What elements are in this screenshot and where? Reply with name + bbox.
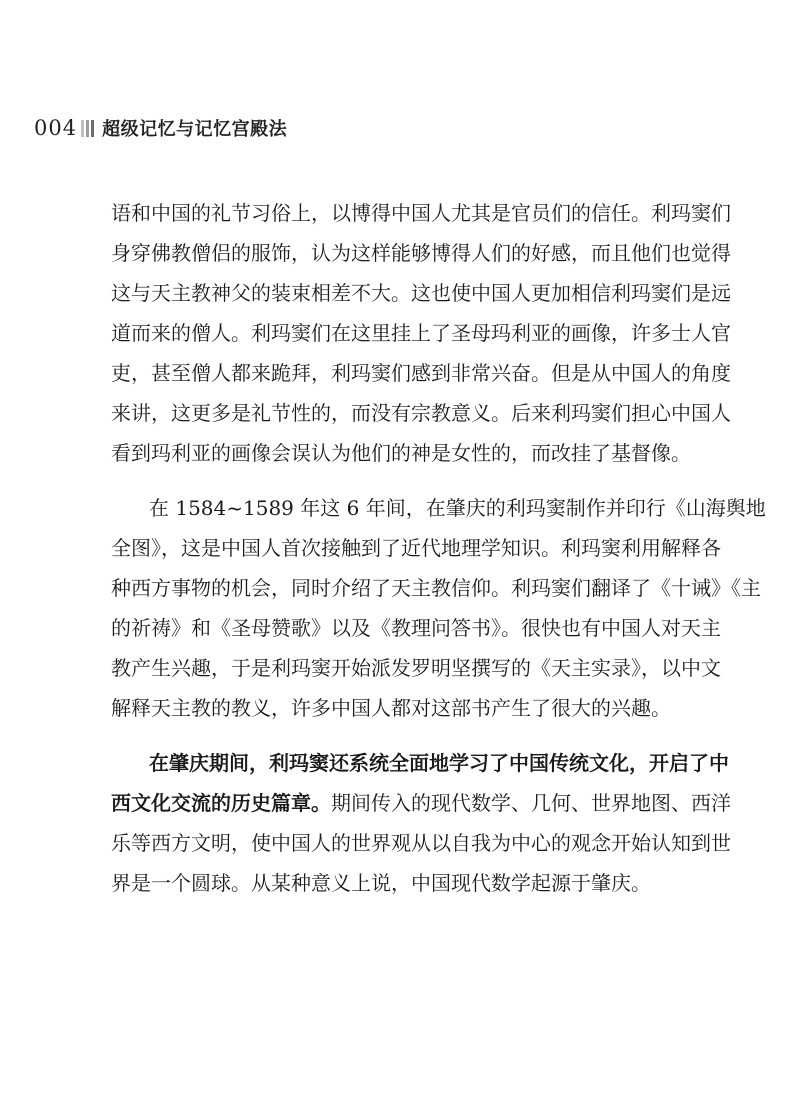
text-line: 来讲，这更多是礼节性的，而没有宗教意义。后来利玛窦们担心中国人 (111, 401, 731, 425)
text-line: 界是一个圆球。从某种意义上说，中国现代数学起源于肇庆。 (111, 871, 651, 895)
text-line: 全图》，这是中国人首次接触到了近代地理学知识。利玛窦利用解释各 (111, 536, 721, 560)
text-line: 这与天主教神父的装束相差不大。这也使中国人更加相信利玛窦们是远 (111, 281, 731, 305)
book-title: 超级记忆与记忆宫殿法 (102, 119, 288, 140)
text-line: 解释天主教的教义，许多中国人都对这部书产生了很大的兴趣。 (111, 696, 671, 720)
text-line: 道而来的僧人。利玛窦们在这里挂上了圣母玛利亚的画像，许多士人官 (111, 321, 731, 345)
paragraph-3 (111, 743, 731, 903)
body-text (111, 193, 766, 903)
text-line (111, 783, 731, 823)
bold-text-span: 西文化交流的历史篇章。 (111, 791, 331, 815)
text-line: 在 1584~1589 年这 6 年间，在肇庆的利玛窦制作并印行《山海舆地 (149, 496, 766, 520)
text-line: 看到玛利亚的画像会误认为他们的神是女性的，而改挂了基督像。 (111, 441, 691, 465)
divider-bar (81, 120, 84, 137)
text-line: 教产生兴趣，于是利玛窦开始派发罗明坚撰写的《天主实录》，以中文 (111, 656, 721, 680)
bold-text-line: 在肇庆期间，利玛窦还系统全面地学习了中国传统文化，开启了中 (149, 751, 729, 775)
page-number: 004 (34, 116, 78, 140)
divider-bar (91, 120, 94, 137)
text-line: 乐等西方文明，使中国人的世界观从以自我为中心的观念开始认知到世 (111, 831, 731, 855)
text-line: 的祈祷》和《圣母赞歌》以及《教理问答书》。很快也有中国人对天主 (111, 616, 721, 640)
paragraph-2 (111, 488, 766, 728)
text-line: 语和中国的礼节习俗上，以博得中国人尤其是官员们的信任。利玛窦们 (111, 201, 731, 225)
text-line: 种西方事物的机会，同时介绍了天主教信仰。利玛窦们翻译了《十诫》《主 (111, 576, 761, 600)
divider-bar (86, 120, 89, 137)
paragraph-1 (111, 193, 731, 473)
text-line: 身穿佛教僧侣的服饰，认为这样能够博得人们的好感，而且他们也觉得 (111, 241, 731, 265)
running-header (34, 112, 287, 144)
text-line: 吏，甚至僧人都来跪拜，利玛窦们感到非常兴奋。但是从中国人的角度 (111, 361, 731, 385)
text-span: 期间传入的现代数学、几何、世界地图、西洋 (331, 791, 731, 815)
header-divider-bars (81, 120, 96, 137)
